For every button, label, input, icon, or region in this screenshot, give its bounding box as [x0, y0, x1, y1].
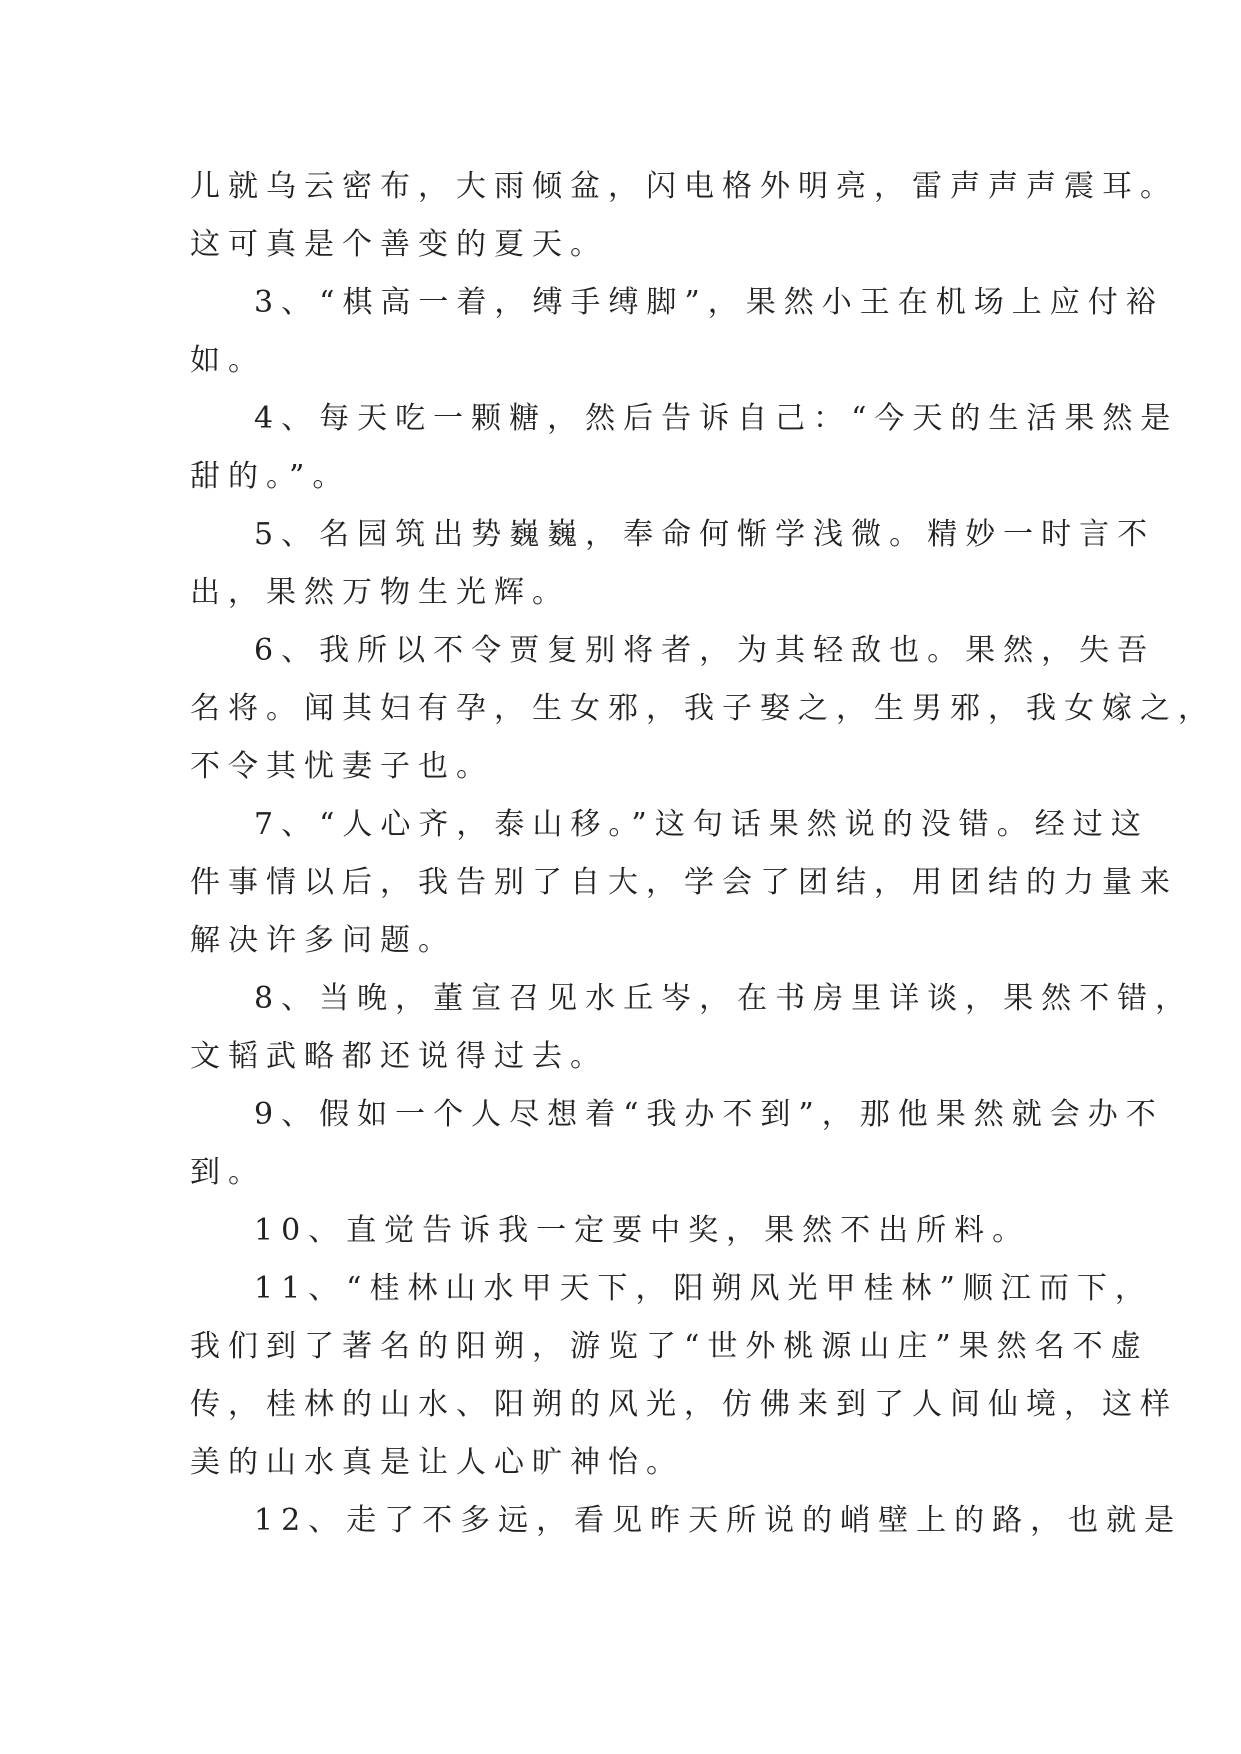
text-line: 这可真是个善变的夏天。 — [190, 227, 608, 262]
document-body — [190, 158, 1216, 1550]
paragraph-start-line: 9、假如一个人尽想着“我办不到”，那他果然就会办不 — [254, 1097, 1164, 1132]
text-line: 件事情以后，我告别了自大，学会了团结，用团结的力量来 — [190, 865, 1178, 900]
text-line: 如。 — [190, 343, 266, 378]
paragraph-start-line: 5、名园筑出势巍巍，奉命何惭学浅微。精妙一时言不 — [254, 517, 1156, 552]
text-line: 名将。闻其妇有孕，生女邪，我子娶之，生男邪，我女嫁之， — [190, 691, 1216, 726]
text-line: 传，桂林的山水、阳朔的风光，仿佛来到了人间仙境，这样 — [190, 1387, 1178, 1422]
paragraph-start-line: 8、当晚，董宣召见水丘岑，在书房里详谈，果然不错， — [254, 981, 1194, 1016]
text-line: 出，果然万物生光辉。 — [190, 575, 570, 610]
text-line: 甜的。”。 — [190, 459, 351, 494]
text-line: 文韬武略都还说得过去。 — [190, 1039, 608, 1074]
paragraph-start-line: 6、我所以不令贾复别将者，为其轻敌也。果然，失吾 — [254, 633, 1156, 668]
text-line: 到。 — [190, 1155, 266, 1190]
paragraph-start-line: 12、走了不多远，看见昨天所说的峭壁上的路，也就是 — [254, 1503, 1183, 1538]
text-line: 解决许多问题。 — [190, 923, 456, 958]
text-line: 我们到了著名的阳朔，游览了“世外桃源山庄”果然名不虚 — [190, 1329, 1149, 1364]
paragraph-start-line: 3、“棋高一着，缚手缚脚”，果然小王在机场上应付裕 — [254, 285, 1164, 320]
paragraph-start-line: 10、直觉告诉我一定要中奖，果然不出所料。 — [254, 1213, 1031, 1248]
text-line: 儿就乌云密布，大雨倾盆，闪电格外明亮，雷声声声震耳。 — [190, 169, 1178, 204]
text-line: 美的山水真是让人心旷神怡。 — [190, 1445, 684, 1480]
paragraph-start-line: 11、“桂林山水甲天下，阳朔风光甲桂林”顺江而下， — [254, 1271, 1153, 1306]
paragraph-start-line: 4、每天吃一颗糖，然后告诉自己：“今天的生活果然是 — [254, 401, 1179, 436]
paragraph-start-line: 7、“人心齐，泰山移。”这句话果然说的没错。经过这 — [254, 807, 1149, 842]
text-line: 不令其忧妻子也。 — [190, 749, 494, 784]
